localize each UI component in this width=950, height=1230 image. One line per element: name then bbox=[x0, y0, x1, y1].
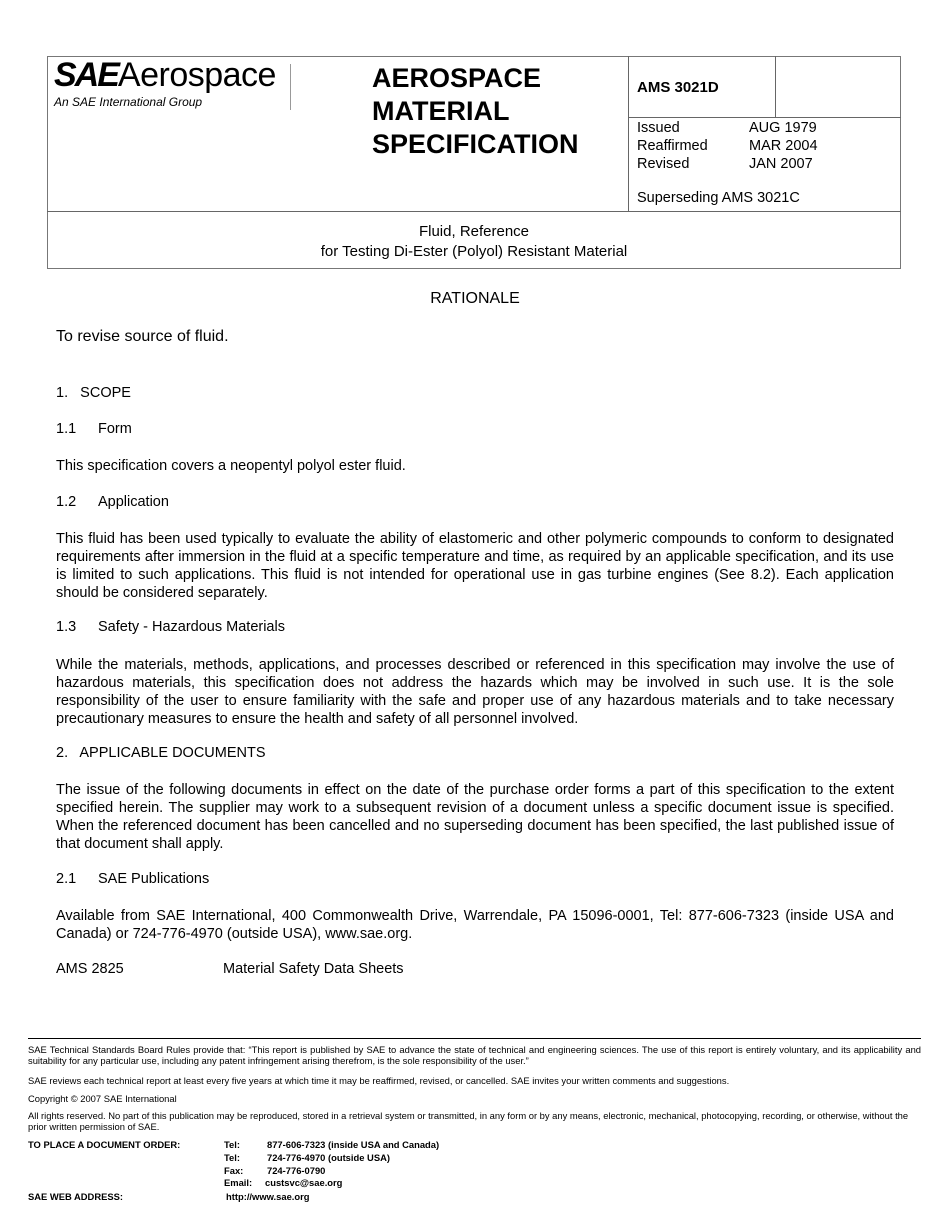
logo-aerospace-text: Aerospace bbox=[117, 56, 276, 94]
doc-type-line: AEROSPACE bbox=[372, 63, 542, 93]
superseding-note: Superseding AMS 3021C bbox=[637, 190, 800, 206]
logo-separator bbox=[290, 64, 291, 110]
web-address-link[interactable]: http://www.sae.org bbox=[226, 1191, 310, 1202]
rationale-text: To revise source of fluid. bbox=[56, 328, 229, 345]
date-row: Revised JAN 2007 bbox=[637, 156, 813, 172]
contact-row: Tel: 877-606-7323 (inside USA and Canada) bbox=[224, 1139, 440, 1150]
spec-title bbox=[47, 222, 901, 262]
contact-row: Fax: 724-776-0790 bbox=[224, 1164, 326, 1176]
order-label: TO PLACE A DOCUMENT ORDER: bbox=[28, 1139, 181, 1150]
spec-title-line1: Fluid, Reference bbox=[418, 223, 530, 240]
section-2-text: The issue of the following documents in effect on the date of the purchase order forms a part of this specification to the extent specified herein. The supplier may work to a subsequent revision of a document unless a specific document issue is specified. When the referenced document has been cancelled and no superseding document has been specified, the last published issue of that document shall apply. bbox=[56, 782, 894, 852]
logo-sae-text: SAE bbox=[54, 56, 118, 94]
logo-tagline: An SAE International Group bbox=[54, 95, 203, 109]
doc-number-divider-v bbox=[775, 56, 776, 118]
footer-rules-text: SAE Technical Standards Board Rules provide that: “This report is published by SAE to advance the state of technical and engineering sciences. The use of this report is entirely voluntary, and its applicability and suitability for any particular use, including any patent infringement arising therefrom, is the sole responsibility of the user.” bbox=[28, 1044, 921, 1066]
section-1-3-text: While the materials, methods, applications, and processes described or referenced in this specification may involve the use of hazardous materials, this specification does not address the hazards which may be involved in such use. It is the sole responsibility of the user to ensure familiarity with the safe and proper use of any hazardous materials and to take necessary precautionary measures to ensure the health and safety of all personnel involved. bbox=[56, 657, 894, 727]
date-table bbox=[637, 119, 818, 173]
section-2-1-heading: 2.1 SAE Publications bbox=[56, 871, 210, 887]
contact-row: Tel: 724-776-4970 (outside USA) bbox=[224, 1151, 390, 1163]
section-1-heading: 1. SCOPE bbox=[56, 385, 131, 401]
section-1-2-text: This fluid has been used typically to evaluate the ability of elastomeric and other polymeric compounds to conform to designated requirements after immersion in the fluid at a specific temperature and time, as required by an applicable specification, and its use is limited to such applications. This fluid is not intended for operational use in gas turbine engines (See 8.2). Each application should be considered separately. bbox=[56, 531, 894, 601]
section-1-1-text: This specification covers a neopentyl polyol ester fluid. bbox=[56, 458, 406, 474]
spec-title-line2: for Testing Di-Ester (Polyol) Resistant Material bbox=[320, 243, 628, 260]
contact-list bbox=[224, 1139, 439, 1190]
rationale-heading: RATIONALE bbox=[430, 290, 520, 307]
footer-review-text: SAE reviews each technical report at least every five years at which time it may be reaffirmed, revised, or cancelled. SAE invites your written comments and suggestions. bbox=[28, 1075, 730, 1086]
reference-title: Material Safety Data Sheets bbox=[223, 961, 404, 977]
section-2-1-text: Available from SAE International, 400 Commonwealth Drive, Warrendale, PA 15096-0001, Tel: 877-606-7323 (inside USA and Canada) or 724-776-4970 (outside USA), www.sae.org. bbox=[56, 908, 894, 942]
email-link[interactable]: custsvc@sae.org bbox=[265, 1177, 343, 1189]
section-2-heading: 2. APPLICABLE DOCUMENTS bbox=[56, 745, 266, 761]
section-1-2-heading: 1.2 Application bbox=[56, 494, 169, 510]
doc-type-title bbox=[372, 62, 579, 161]
reference-code: AMS 2825 bbox=[56, 961, 124, 977]
footer-rights-text: All rights reserved. No part of this publication may be reproduced, stored in a retrieval system or transmitted, in any form or by any means, electronic, mechanical, photocopying, recording, or otherwise, without the prior written permission of SAE. bbox=[28, 1110, 909, 1132]
contact-row: Email: custsvc@sae.org bbox=[224, 1177, 343, 1189]
section-1-3-heading: 1.3 Safety - Hazardous Materials bbox=[56, 619, 285, 635]
reference-document bbox=[56, 961, 404, 977]
doc-type-line: MATERIAL bbox=[372, 96, 510, 126]
doc-number: AMS 3021D bbox=[637, 79, 719, 96]
date-row: Reaffirmed MAR 2004 bbox=[637, 138, 818, 154]
header-divider-h bbox=[47, 211, 901, 212]
header-divider-v bbox=[628, 56, 629, 212]
doc-number-divider-h bbox=[628, 117, 901, 118]
footer-rule bbox=[28, 1038, 921, 1039]
section-1-1-heading: 1.1 Form bbox=[56, 421, 132, 437]
footer-copyright: Copyright © 2007 SAE International bbox=[28, 1093, 177, 1104]
date-row: Issued AUG 1979 bbox=[637, 120, 817, 136]
web-address-label: SAE WEB ADDRESS: bbox=[28, 1191, 123, 1202]
doc-type-line: SPECIFICATION bbox=[372, 129, 579, 159]
